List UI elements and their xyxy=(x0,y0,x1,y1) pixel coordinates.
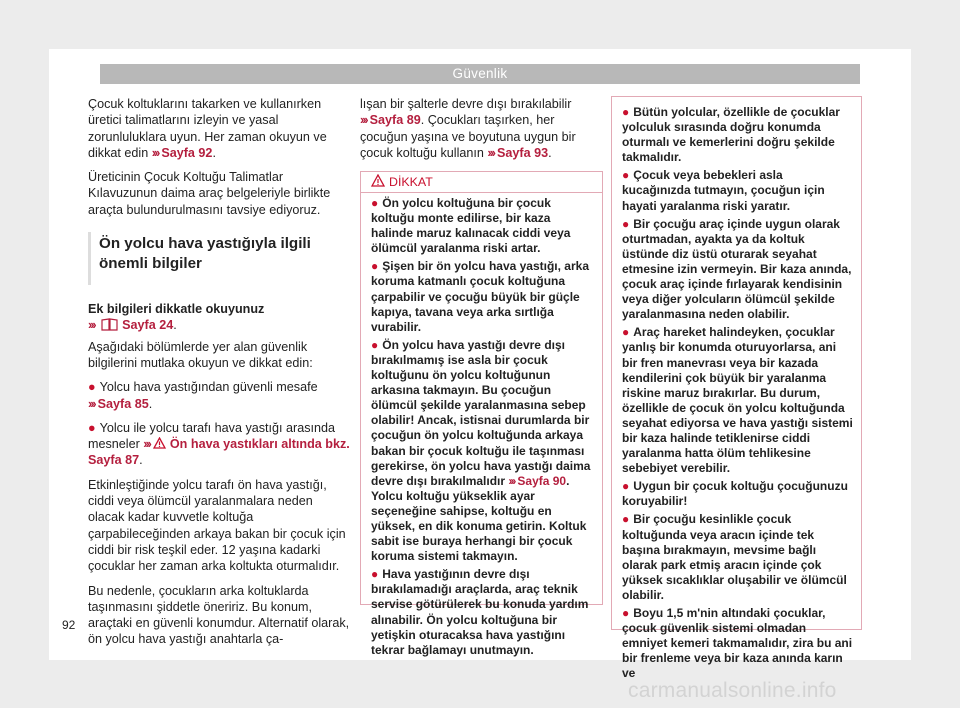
paragraph: lışan bir şalterle devre dışı bırakılabilir ››› Sayfa 89. Çocukları taşırken, her çocuğun yaşına ve boyutuna uygun bir çocuk koltuğu kullanın ››› Sayfa 93. xyxy=(360,97,576,160)
paragraph: Çocuk koltuklarını takarken ve kullanırken üretici talimatlarını izleyin ve yasal zorunluluklara uyun. Her zaman okuyun ve dikkat edin ››› Sayfa 92. xyxy=(88,97,327,160)
warning-item: ● Şişen bir ön yolcu hava yastığı, arka koruma katmanlı çocuk koltuğuna çarpabilir ve çocuğu büyük bir güçle kapıya, tavana veya arka sırtlığa vurabilir. xyxy=(371,259,589,334)
warning-triangle-icon xyxy=(153,437,166,449)
warning-item: ● Ön yolcu koltuğuna bir çocuk koltuğu monte edilirse, bir kaza halinde maruz kalınacak ciddi veya ölümcül yaralanma riski artar. xyxy=(371,196,571,256)
column-2 xyxy=(360,96,602,169)
warning-box-body xyxy=(361,193,602,658)
page-reference-link[interactable]: Sayfa 93 xyxy=(497,145,549,160)
warning-item: ● Araç hareket halindeyken, çocuklar yanlış bir konumda oturuyorlarsa, ani bir fren manevrası veya bir kazada kendilerini çok büyük bir yaralanma riskine maruz bırakırlar. Bu durum, özellikle de çocuk ön yolcu koltuğunda seyahat ediyorsa ve hava yastığı sistemi bir kaza halinde tetiklenirse ciddi yaralanma hatta ölüm tehlikesine sebebiyet verebilir. xyxy=(622,325,853,476)
warning-item: ● Bir çocuğu araç içinde uygun olarak oturtmadan, ayakta ya da koltuk üstünde diz üstü oturarak seyahat etmesine izin vermeyin. Bir kaza anında, çocuk araç içinde fırlayarak kendisinin veya diğer yolcuların ölümcül şekilde yaralanmasına neden olabilir. xyxy=(622,216,852,322)
section-title: Ön yolcu hava yastığıyla ilgili önemli bilgiler xyxy=(99,235,311,272)
reference-arrow-icon: ››› xyxy=(143,437,150,452)
page-reference-link[interactable]: Ön hava yastıkları altında bkz. Sayfa 87 xyxy=(88,437,350,468)
section-header: Güvenlik xyxy=(100,64,860,84)
warning-item: ● Boyu 1,5 m'nin altındaki çocuklar, çocuk güvenlik sistemi olmadan emniyet kemeri takmamalıdır, zira bu ani bir frenleme veya bir kaza anında karın ve xyxy=(622,606,853,681)
intro-heading: Ek bilgileri dikkatle okuyunuz xyxy=(88,302,265,317)
page-reference-link[interactable]: Sayfa 90 xyxy=(517,473,567,488)
watermark: carmanualsonline.info xyxy=(628,679,837,702)
column-1 xyxy=(88,96,350,656)
paragraph: Üreticinin Çocuk Koltuğu Talimatlar Kılavuzunun daima araç belgeleriyle birlikte araçta bulundurulmasını tavsiye ediyoruz. xyxy=(88,170,331,217)
paragraph: Aşağıdaki bölümlerde yer alan güvenlik bilgilerini mutlaka okuyun ve dikkat edin: xyxy=(88,339,313,370)
bullet-icon: ● xyxy=(622,216,630,231)
warning-triangle-icon xyxy=(371,174,385,187)
bullet-icon: ● xyxy=(622,325,630,340)
bullet-icon: ● xyxy=(622,168,630,183)
intro-block: Ek bilgileri dikkatle okuyunuz ››› Sayfa 24. xyxy=(88,302,265,333)
bullet-icon: ● xyxy=(371,337,379,352)
reference-arrow-icon: ››› xyxy=(151,145,159,160)
warning-item: ● Ön yolcu hava yastığı devre dışı bırakılmamış ise asla bir çocuk koltuğunu ön yolcu koltuğunun arkasına takmayın. Bu çocuğun ölümcül şekilde yaralanmasına sebep olabilir! Ancak, istisnai durumlarda bir çocuğun ön yolcu koltuğunda arkaya bakan bir çocuk koltuğu ile taşınması gerekirse, ön yolcu hava yastığı daima devre dışı bırakılmalıdır ››› Sayfa 90. Yolcu koltuğu yükseklik ayar seçeneğine sahipse, koltuğu en yüksek, en dik konuma getirin. Koltuk sabit ise buraya herhangi bir çocuk koruma sistemi takmayın. xyxy=(371,337,591,564)
warning-box-header xyxy=(361,172,602,193)
bullet-icon: ● xyxy=(622,479,630,494)
reference-arrow-icon: ››› xyxy=(360,113,367,128)
warning-title: DİKKAT xyxy=(389,175,433,189)
bullet-icon: ● xyxy=(88,420,96,435)
reference-arrow-icon: ››› xyxy=(88,396,95,411)
paragraph: Bu nedenle, çocukların arka koltuklarda taşınmasını şiddetle öneririz. Bu konum, araçtaki en güvenli konumdur. Alternatif olarak, ön yolcu hava yastığı anahtarla ça- xyxy=(88,583,350,647)
list-item: ● Yolcu ile yolcu tarafı hava yastığı arasında mesneler ››› Ön hava yastıkları altında bkz. Sayfa 87. xyxy=(88,420,350,468)
section-heading-block xyxy=(88,232,350,285)
reference-arrow-icon: ››› xyxy=(88,318,95,333)
bullet-icon: ● xyxy=(622,606,630,620)
bullet-icon: ● xyxy=(622,512,630,527)
page-reference-link[interactable]: Sayfa 92 xyxy=(161,145,213,160)
warning-item: ● Çocuk veya bebekleri asla kucağınızda tutmayın, çocuğun için hayati yaralanma riski yaratır. xyxy=(622,168,825,213)
warning-item: ● Hava yastığının devre dışı bırakılamadığı araçlarda, araç teknik servise götürülerek bu konuda yardım alınabilir. Ön yolcu koltuğuna bir yetişkin oturacaksa hava yastığını tekrar bağlamayı unutmayın. xyxy=(371,567,589,657)
warning-box-continued xyxy=(611,96,862,681)
page-reference-link[interactable]: Sayfa 89 xyxy=(369,113,421,128)
bullet-icon: ● xyxy=(371,259,379,274)
reference-arrow-icon: ››› xyxy=(487,145,495,160)
warning-item: ● Bir çocuğu kesinlikle çocuk koltuğunda veya aracın içinde tek başına bırakmayın, mevsime bağlı olarak park etmiş aracın içinde çok yüksek sıcaklıklar oluşabilir ve ölümcül olabilir. xyxy=(622,512,847,602)
warning-box-body xyxy=(612,97,861,681)
paragraph: Etkinleştiğinde yolcu tarafı ön hava yastığı, ciddi veya ölümcül yaralanmalara neden olacak kadar kuvvetle koltuğa çarpabileceğinden arkaya bakan bir çocuk için ciddi bir risk teşkil eder. 12 yaşına kadarki çocuklar her zaman arka koltukta oturmalıdır. xyxy=(88,477,346,574)
list-item: ● Yolcu hava yastığından güvenli mesafe ››› Sayfa 85. xyxy=(88,380,318,411)
book-icon xyxy=(101,318,118,331)
page-number: 92 xyxy=(62,618,76,632)
page-reference-link[interactable]: Sayfa 24 xyxy=(122,318,174,333)
page-reference-link[interactable]: Sayfa 85 xyxy=(97,396,149,411)
warning-box xyxy=(360,171,603,657)
bullet-icon: ● xyxy=(622,105,630,119)
warning-item: ● Uygun bir çocuk koltuğu çocuğunuzu koruyabilir! xyxy=(622,479,848,509)
warning-item: ● Bütün yolcular, özellikle de çocuklar yolculuk sırasında doğru konumda oturmalı ve kemerlerini doğru şekilde takmalıdır. xyxy=(622,105,840,165)
bullet-icon: ● xyxy=(371,196,379,210)
bullet-icon: ● xyxy=(88,380,96,395)
bullet-icon: ● xyxy=(371,567,379,582)
reference-arrow-icon: ››› xyxy=(508,473,515,488)
